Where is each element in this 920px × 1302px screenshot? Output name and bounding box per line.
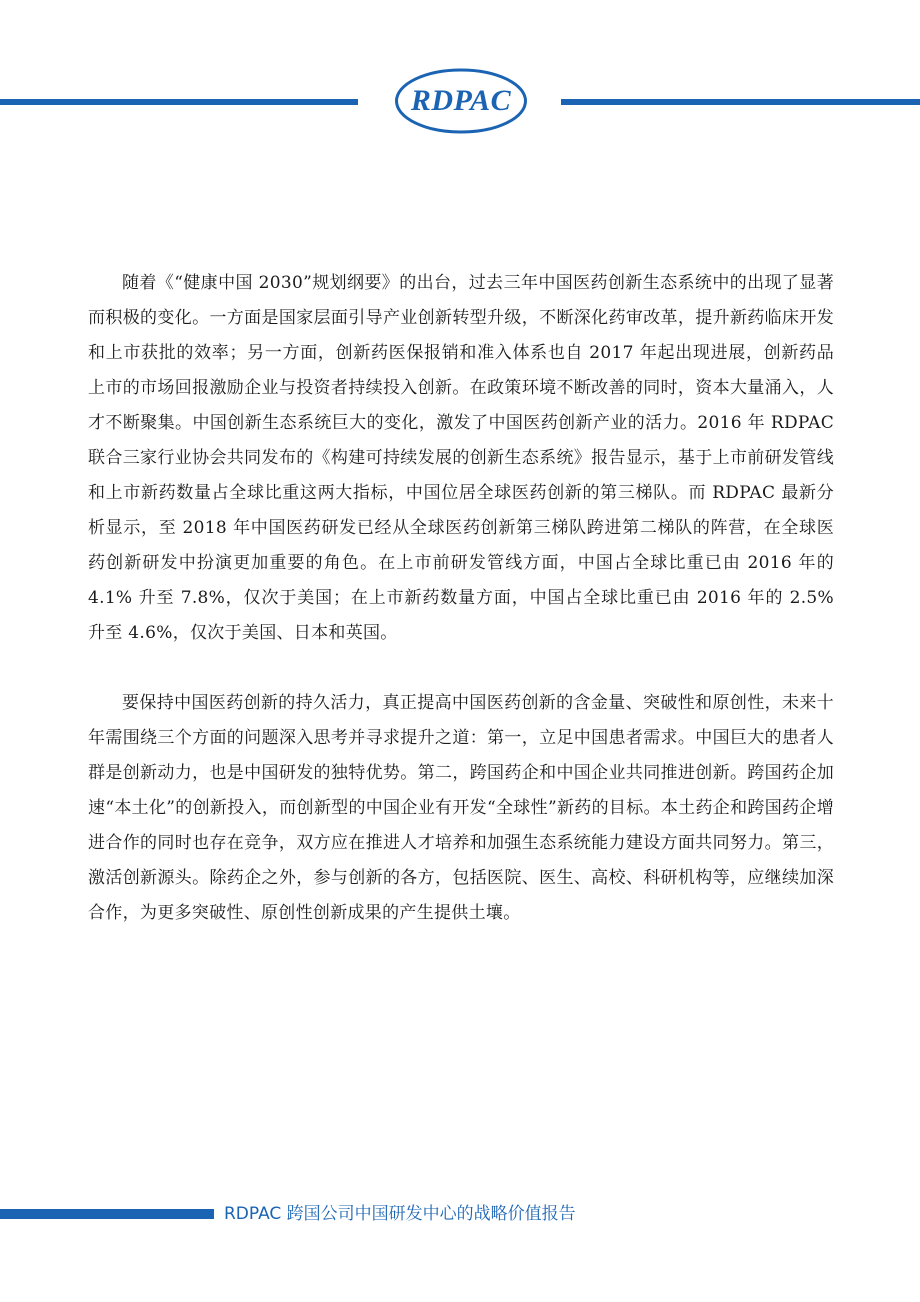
- paragraph-ecosystem-change: 随着《“健康中国 2030”规划纲要》的出台，过去三年中国医药创新生态系统中的出现了显著而积极的变化。一方面是国家层面引导产业创新转型升级，不断深化药审改革，提升新药临床开发和上市获批的效率；另一方面，创新药医保报销和准入体系也自 2017 年起出现进展，创新药品上市的市场回报激励企业与投资者持续投入创新。在政策环境不断改善的同时，资本大量涌入，人才不断聚集。中国创新生态系统巨大的变化，激发了中国医药创新产业的活力。2016 年 RDPAC 联合三家行业协会共同发布的《构建可持续发展的创新生态系统》报告显示，基于上市前研发管线和上市新药数量占全球比重这两大指标，中国位居全球医药创新的第三梯队。而 RDPAC 最新分析显示，至 2018 年中国医药研发已经从全球医药创新第三梯队跨进第二梯队的阵营，在全球医药创新研发中扮演更加重要的角色。在上市前研发管线方面，中国占全球比重已由 2016 年的 4.1% 升至 7.8%，仅次于美国；在上市新药数量方面，中国占全球比重已由 2016 年的 2.5% 升至 4.6%，仅次于美国、日本和英国。: [88, 273, 834, 643]
- header-rule-left: [0, 99, 358, 105]
- logo-text: RDPAC: [410, 84, 512, 117]
- header-rule-right: [561, 99, 920, 105]
- paragraph-future-directions: 要保持中国医药创新的持久活力，真正提高中国医药创新的含金量、突破性和原创性，未来十年需围绕三个方面的问题深入思考并寻求提升之道：第一，立足中国患者需求。中国巨大的患者人群是创新动力，也是中国研发的独特优势。第二，跨国药企和中国企业共同推进创新。跨国药企加速“本土化”的创新投入，而创新型的中国企业有开发“全球性”新药的目标。本土药企和跨国药企增进合作的同时也存在竞争，双方应在推进人才培养和加强生态系统能力建设方面共同努力。第三，激活创新源头。除药企之外，参与创新的各方，包括医院、医生、高校、科研机构等，应继续加深合作，为更多突破性、原创性创新成果的产生提供土壤。: [88, 693, 834, 923]
- report-body: [88, 266, 834, 931]
- footer-bar: [0, 1209, 214, 1219]
- footer-report-title: RDPAC 跨国公司中国研发中心的战略价值报告: [224, 1204, 576, 1224]
- rdpac-logo: [393, 67, 529, 135]
